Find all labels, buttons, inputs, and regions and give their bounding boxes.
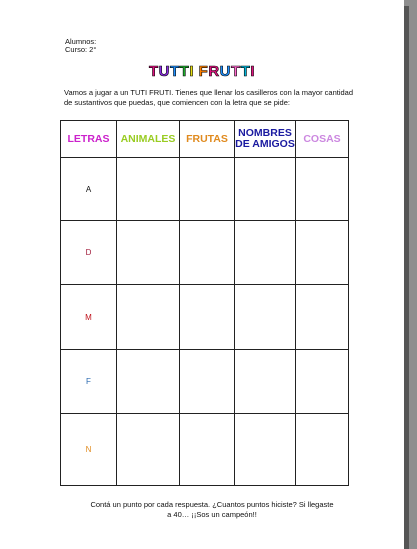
answer-cell[interactable]: [117, 221, 180, 285]
answer-cell[interactable]: [296, 414, 349, 486]
header-letras: LETRAS: [61, 121, 117, 158]
header-animales: ANIMALES: [117, 121, 180, 158]
answer-cell[interactable]: [235, 414, 296, 486]
title-letter: T: [169, 63, 180, 80]
table-row: [61, 285, 349, 350]
footer-text: [66, 500, 358, 520]
title-letter: F: [198, 63, 209, 80]
letter-cell: A: [61, 158, 117, 221]
instructions-text: Vamos a jugar a un TUTI FRUTI. Tienes que llenar los casilleros con la mayor cantidad de sustantivos que puedas, que comiencen con la letra que se pide:: [64, 88, 354, 107]
title-letter: U: [158, 63, 170, 80]
title-letter: T: [240, 63, 251, 80]
tuti-frutti-table: [60, 120, 349, 486]
answer-cell[interactable]: [180, 350, 235, 414]
curso-label: Curso: 2°: [65, 45, 97, 54]
letter-cell: M: [61, 285, 117, 350]
header-nombres-de-amigos: NOMBRES DE AMIGOS: [235, 121, 296, 158]
letter-cell: N: [61, 414, 117, 486]
title-letter: U: [219, 63, 232, 80]
answer-cell[interactable]: [235, 221, 296, 285]
title-letter: T: [148, 63, 159, 80]
header-frutas: FRUTAS: [180, 121, 235, 158]
title-letter: I: [189, 63, 194, 80]
header-cosas: COSAS: [296, 121, 349, 158]
answer-cell[interactable]: [117, 285, 180, 350]
page-title: [0, 62, 404, 82]
page-shadow: [404, 6, 409, 549]
answer-cell[interactable]: [180, 221, 235, 285]
answer-cell[interactable]: [180, 414, 235, 486]
table-row: [61, 221, 349, 285]
letter-cell: F: [61, 350, 117, 414]
answer-cell[interactable]: [180, 285, 235, 350]
answer-cell[interactable]: [180, 158, 235, 221]
answer-cell[interactable]: [235, 285, 296, 350]
answer-cell[interactable]: [117, 158, 180, 221]
answer-cell[interactable]: [235, 350, 296, 414]
answer-cell[interactable]: [117, 350, 180, 414]
title-letter: I: [250, 63, 256, 80]
answer-cell[interactable]: [117, 414, 180, 486]
answer-cell[interactable]: [296, 221, 349, 285]
alumnos-label: Alumnos:: [65, 37, 97, 46]
table-header-row: [61, 121, 349, 158]
footer-line-2: a 40… ¡¡Sos un campeón!!: [167, 510, 257, 519]
letter-cell: D: [61, 221, 117, 285]
title-letter: T: [231, 63, 241, 80]
answer-cell[interactable]: [296, 158, 349, 221]
table-row: [61, 158, 349, 221]
title-letter: R: [208, 63, 220, 80]
answer-cell[interactable]: [235, 158, 296, 221]
answer-cell[interactable]: [296, 350, 349, 414]
title-letter: T: [179, 63, 190, 80]
table-row: [61, 350, 349, 414]
footer-line-1: Contá un punto por cada respuesta. ¿Cuantos puntos hiciste? Si llegaste: [90, 500, 334, 509]
table-row: [61, 414, 349, 486]
answer-cell[interactable]: [296, 285, 349, 350]
